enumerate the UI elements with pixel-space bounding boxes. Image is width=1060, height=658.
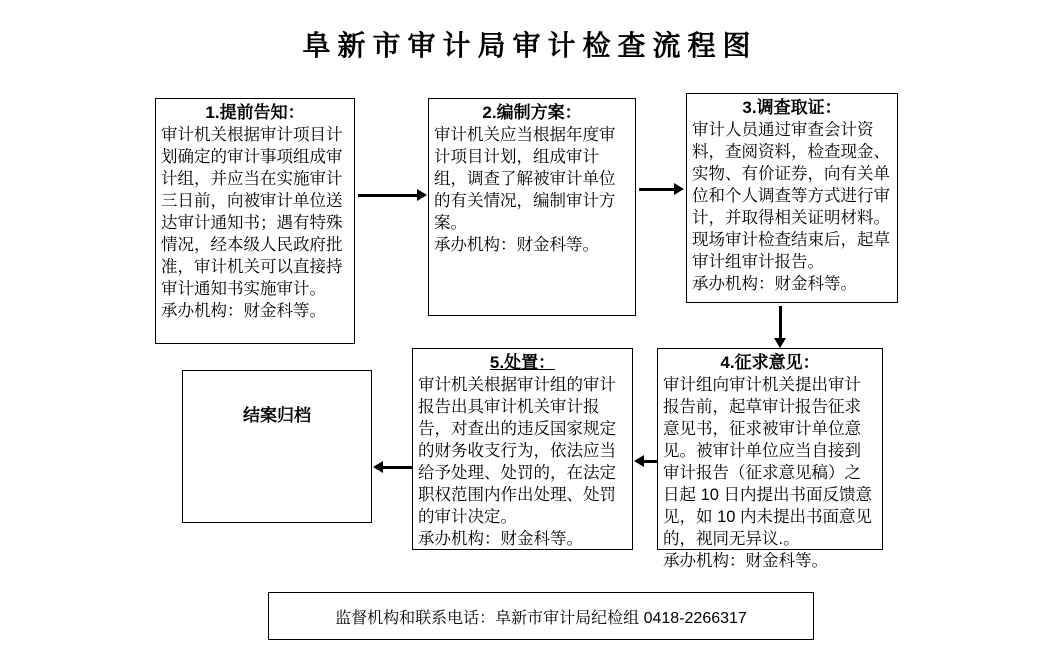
step-1-agency: 承办机构：财金科等。	[161, 302, 326, 320]
arrow-step1-to-step2-right	[358, 189, 427, 202]
arrow-shaft	[358, 194, 417, 197]
arrow-shaft	[644, 460, 657, 463]
step-box-3-evidence-collection	[686, 93, 898, 303]
step-5-body: 审计机关根据审计组的审计报告出具审计机关审计报告，对查出的违反国家规定的财务收支行为，依法应当给予处理、处罚的，在法定职权范围内作出处理、处罚的审计决定。	[418, 376, 616, 526]
arrow-shaft	[639, 188, 674, 191]
arrow-head-down-icon	[774, 338, 786, 348]
step-3-heading: 3.调查取证：	[742, 98, 842, 117]
step-box-4-solicit-opinions	[657, 348, 883, 570]
step-4-agency: 承办机构：财金科等。	[663, 552, 828, 570]
arrow-head-left-icon	[634, 455, 644, 467]
arrow-step3-to-step4-down	[774, 306, 787, 348]
step-box-5-disposal	[412, 348, 633, 550]
arrow-step5-to-final-left	[373, 461, 412, 474]
page-title: 阜新市审计局审计检查流程图	[302, 30, 758, 61]
arrow-shaft	[383, 466, 412, 469]
step-4-heading: 4.征求意见：	[720, 353, 820, 372]
final-box-label: 结案归档	[243, 406, 311, 425]
step-2-heading: 2.编制方案：	[482, 103, 582, 122]
step-3-agency: 承办机构：财金科等。	[692, 275, 857, 293]
arrow-step2-to-step3-right	[639, 183, 684, 196]
arrow-step4-to-step5-left	[634, 455, 657, 468]
arrow-head-left-icon	[373, 461, 383, 473]
step-2-agency: 承办机构：财金科等。	[434, 236, 599, 254]
step-3-body: 审计人员通过审查会计资料，查阅资料，检查现金、实物、有价证券，向有关单位和个人调查等方式进行审计，并取得相关证明材料。现场审计检查结束后，起草审计组审计报告。	[692, 121, 890, 271]
step-4-body: 审计组向审计机关提出审计报告前，起草审计报告征求意见书，征求被审计单位意见。被审计单位应当自接到审计报告（征求意见稿）之日起 10 日内提出书面反馈意见，如 10 内未提出书面意见的，视同无异议.。	[663, 376, 873, 548]
arrow-head-right-icon	[674, 183, 684, 195]
step-box-1-advance-notice	[155, 98, 355, 344]
step-2-body: 审计机关应当根据年度审计项目计划，组成审计组，调查了解被审计单位的有关情况，编制审计方案。	[434, 126, 616, 232]
step-1-body: 审计机关根据审计项目计划确定的审计事项组成审计组，并应当在实施审计三日前，向被审计单位送达审计通知书；遇有特殊情况，经本级人民政府批准，审计机关可以直接持审计通知书实施审计。	[161, 126, 343, 298]
arrow-head-right-icon	[417, 189, 427, 201]
step-5-heading: 5.处置：	[489, 353, 556, 372]
step-5-agency: 承办机构：财金科等。	[418, 530, 583, 548]
arrow-shaft	[779, 306, 782, 338]
footer-contact-box	[268, 592, 814, 640]
final-box-case-archiving	[182, 370, 372, 523]
footer-contact-text: 监督机构和联系电话：阜新市审计局纪检组 0418-2266317	[335, 609, 747, 627]
step-1-heading: 1.提前告知：	[205, 103, 305, 122]
step-box-2-plan-preparation	[428, 98, 636, 316]
